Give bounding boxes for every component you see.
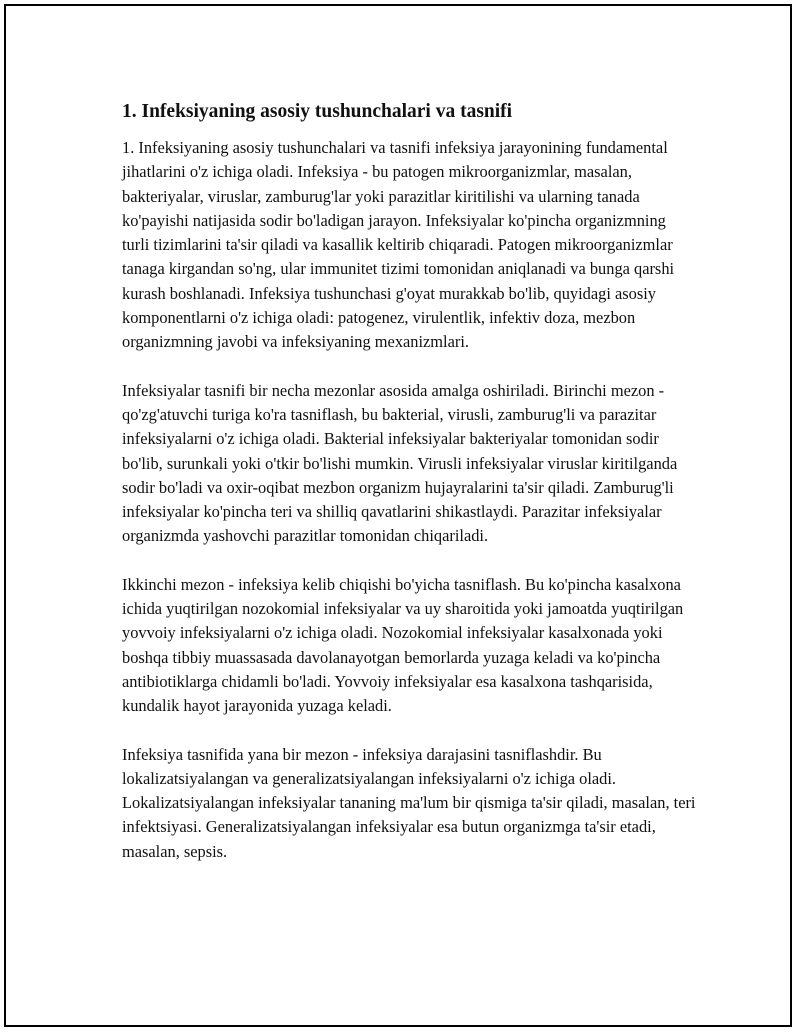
paragraph-classification-pathogen: Infeksiyalar tasnifi bir necha mezonlar asosida amalga oshiriladi. Birinchi mezon - qo'zg'atuvchi turiga ko'ra tasniflash, bu bakterial, virusli, zamburug'li va parazitar infeksiyalarni o'z ichiga oladi. Bakterial infeksiyalar bakteriyalar tomonidan sodir bo'lib, surunkali yoki o'tkir bo'lishi mumkin. Virusli infeksiyalar viruslar kiritilganda sodir bo'ladi va oxir-oqibat mezbon organizm hujayralarini ta'sir qiladi. Zamburug'li infeksiyalar ko'pincha teri va shilliq qavatlarini shikastlaydi. Parazitar infeksiyalar organizmda yashovchi parazitlar tomonidan chiqariladi. [122,380,678,546]
section-heading: 1. Infeksiyaning asosiy tushunchalari va tasnifi [122,101,513,122]
paragraph-classification-origin: Ikkinchi mezon - infeksiya kelib chiqishi bo'yicha tasniflash. Bu ko'pincha kasalxona ichida yuqtirilgan nozokomial infeksiyalar va uy sharoitida yoki jamoatda yuqtirilgan yovvoiy infeksiyalarni o'z ichiga oladi. Nozokomial infeksiyalar kasalxonada yoki boshqa tibbiy muassasada davolanayotgan bemorlarda yuzaga keladi va ko'pincha antibiotiklarga chidamli bo'ladi. Yovvoiy infeksiyalar esa kasalxona tashqarisida, kundalik hayot jarayonida yuzaga keladi. [122,574,684,716]
document-body [122,98,696,888]
page-frame [4,4,792,1027]
paragraph-intro: 1. Infeksiyaning asosiy tushunchalari va tasnifi infeksiya jarayonining fundamental jihatlarini o'z ichiga oladi. Infeksiya - bu patogen mikroorganizmlar, masalan, bakteriyalar, viruslar, zamburug'lar yoki parazitlar kiritilishi va ularning tanada ko'payishi natijasida sodir bo'ladigan jarayon. Infeksiyalar ko'pincha organizmning turli tizimlarini ta'sir qiladi va kasallik keltirib chiqaradi. Patogen mikroorganizmlar tanaga kirgandan so'ng, ular immunitet tizimi tomonidan aniqlanadi va bunga qarshi kurash boshlanadi. Infeksiya tushunchasi g'oyat murakkab bo'lib, quyidagi asosiy komponentlarni o'z ichiga oladi: patogenez, virulentlik, infektiv doza, mezbon organizmning javobi va infeksiyaning mexanizmlari. [122,138,675,352]
paragraph-classification-extent: Infeksiya tasnifida yana bir mezon - infeksiya darajasini tasniflashdir. Bu lokalizatsiyalangan va generalizatsiyalangan infeksiyalarni o'z ichiga oladi. Lokalizatsiyalangan infeksiyalar tananing ma'lum bir qismiga ta'sir qiladi, masalan, teri infektsiyasi. Generalizatsiyalangan infeksiyalar esa butun organizmga ta'sir etadi, masalan, sepsis. [122,744,696,861]
